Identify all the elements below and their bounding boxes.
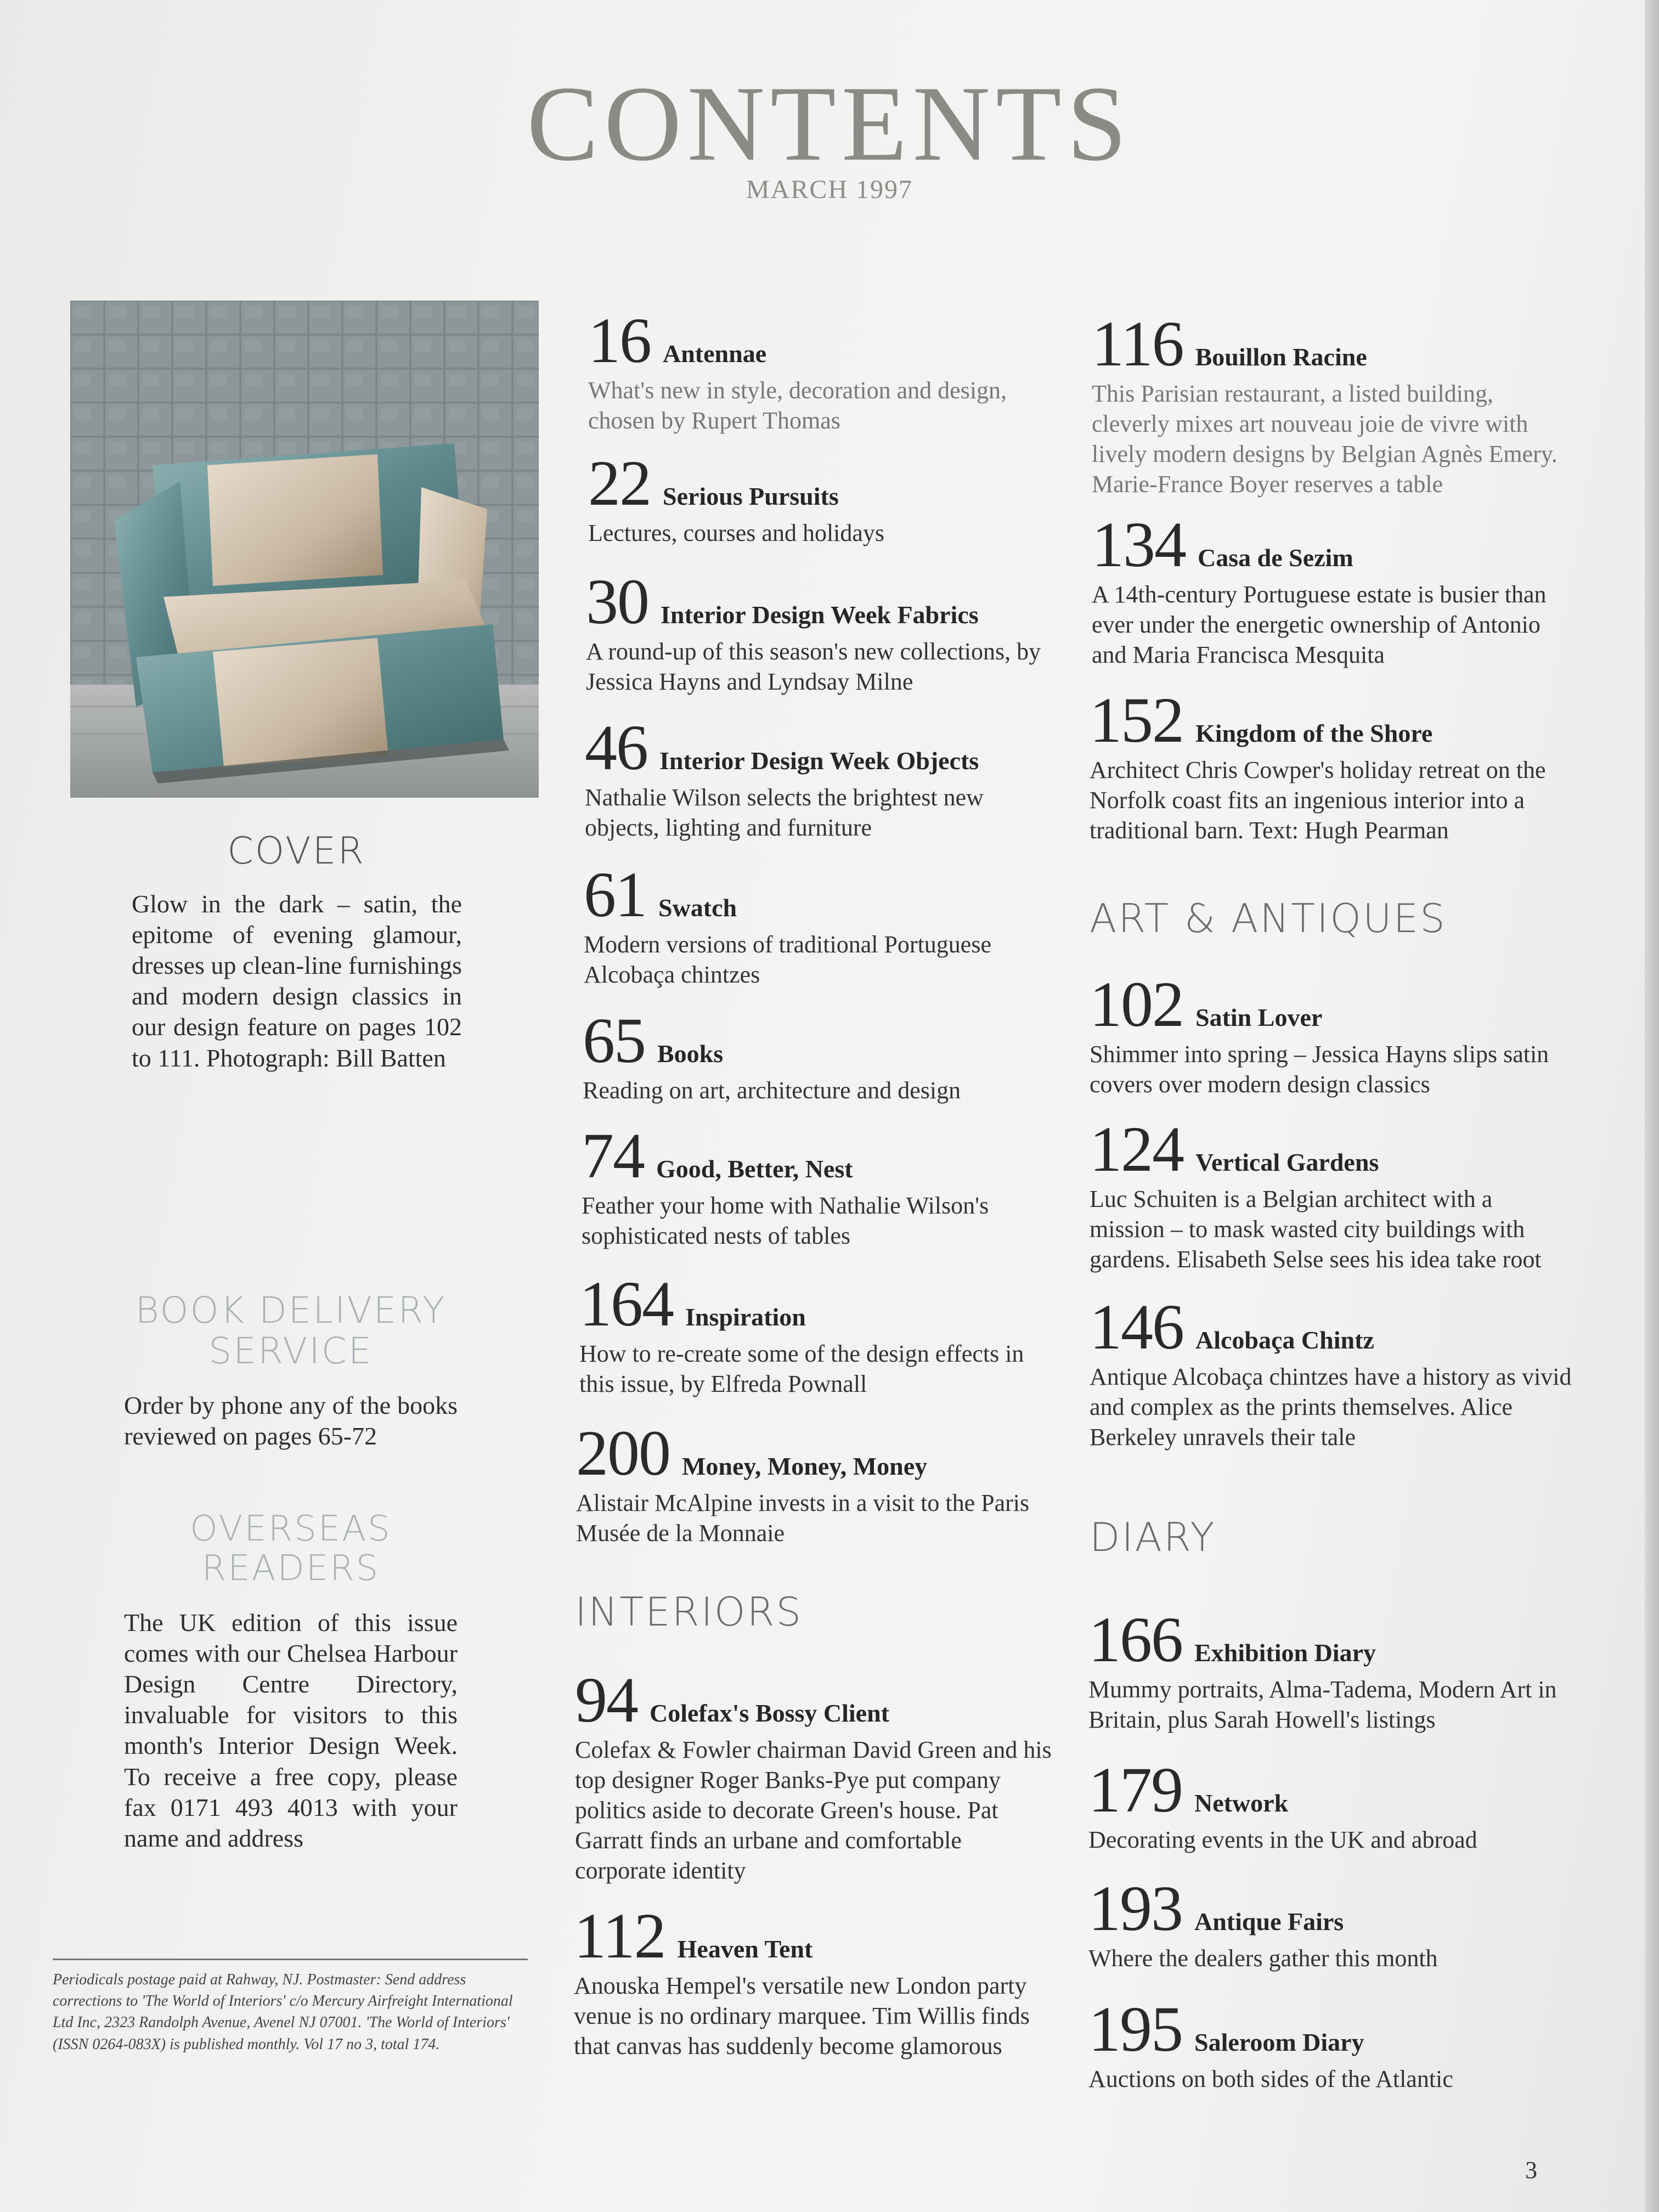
page-title: CONTENTS: [527, 64, 1132, 183]
overseas-heading: [126, 1510, 455, 1588]
entry-title: Interior Design Week Objects: [659, 747, 979, 775]
page-number-label: 200: [576, 1417, 670, 1489]
overseas-heading-line2: READERS: [201, 1548, 380, 1589]
contents-entry[interactable]: [584, 859, 1061, 990]
entry-title: Antennae: [663, 340, 767, 368]
contents-entry[interactable]: [1090, 684, 1572, 845]
entry-title: Swatch: [658, 894, 737, 922]
page-number-label: 179: [1088, 1754, 1182, 1826]
entry-description: Alistair McAlpine invests in a visit to the Paris Musée de la Monnaie: [576, 1489, 1030, 1547]
entry-description: Anouska Hempel's versatile new London party venue is no ordinary marquee. Tim Willis finds that canvas has suddenly become glamorous: [574, 1972, 1030, 2059]
entry-title: Inspiration: [685, 1303, 806, 1331]
page-number-label: 166: [1088, 1604, 1182, 1675]
entry-title: Exhibition Diary: [1194, 1639, 1376, 1667]
contents-entry[interactable]: [1090, 968, 1567, 1099]
entry-description: Modern versions of traditional Portuguese Alcobaça chintzes: [584, 931, 991, 988]
page-number-label: 193: [1088, 1872, 1182, 1944]
entry-title: Alcobaça Chintz: [1195, 1326, 1374, 1354]
page-number-label: 46: [585, 712, 647, 783]
entry-title: Heaven Tent: [677, 1935, 813, 1963]
page-number-label: 116: [1092, 308, 1183, 380]
contents-entry[interactable]: [1090, 1113, 1572, 1274]
page-number-label: 195: [1088, 1993, 1182, 2065]
entry-description: Antique Alcobaça chintzes have a history as vivid and complex as the prints themselves. Alice Berkeley unravels their tale: [1090, 1363, 1572, 1451]
contents-entry[interactable]: [582, 1120, 1059, 1251]
page-edge: [1645, 0, 1659, 2212]
issue-date: MARCH 1997: [746, 175, 913, 204]
entry-title: Antique Fairs: [1194, 1908, 1344, 1936]
page-number-label: 22: [588, 447, 651, 519]
page-number-label: 134: [1092, 509, 1186, 580]
page-number-label: 102: [1090, 968, 1183, 1040]
entry-title: Good, Better, Nest: [656, 1155, 853, 1183]
cover-photo: [70, 301, 539, 798]
entry-title: Casa de Sezim: [1198, 544, 1353, 572]
page-number-label: 94: [575, 1664, 637, 1736]
entry-description: Mummy portraits, Alma-Tadema, Modern Art in Britain, plus Sarah Howell's listings: [1088, 1676, 1557, 1733]
section-heading-interiors: INTERIORS: [575, 1589, 803, 1635]
entry-description: What's new in style, decoration and design, chosen by Rupert Thomas: [588, 377, 1007, 434]
book-delivery-heading: [121, 1290, 461, 1372]
contents-entry[interactable]: [575, 1664, 1058, 1886]
page-number-label: 61: [584, 859, 646, 930]
entry-description: Nathalie Wilson selects the brightest new objects, lighting and furniture: [585, 784, 984, 841]
page-number-label: 30: [586, 566, 648, 637]
page-number-label: 124: [1090, 1113, 1183, 1185]
contents-entry[interactable]: [588, 304, 1060, 436]
overseas-heading-line1: OVERSEAS: [190, 1509, 392, 1549]
entry-description: A 14th-century Portuguese estate is busier than ever under the energetic ownership of Antonio and Maria Francisca Mesquita: [1092, 581, 1547, 668]
cover-text: Glow in the dark – satin, the epitome of evening glamour, dresses up clean-line furnishings and modern design classics in our design feature on pages 102 to 111. Photograph: Bill Batten: [132, 890, 462, 1072]
book-delivery-heading-line1: BOOK DELIVERY: [135, 1289, 447, 1331]
cover-photo-illustration: [70, 301, 539, 798]
entry-description: Feather your home with Nathalie Wilson's sophisticated nests of tables: [582, 1192, 989, 1249]
entry-title: Money, Money, Money: [682, 1452, 928, 1480]
entry-title: Satin Lover: [1195, 1003, 1323, 1031]
entry-description: Colefax & Fowler chairman David Green and his top designer Roger Banks-Pye put company politics aside to decorate Green's house. Pat Garratt finds an urbane and comfortable corporate identity: [575, 1736, 1052, 1884]
contents-entry[interactable]: [1090, 1291, 1572, 1452]
entry-description: Lectures, courses and holidays: [588, 520, 885, 546]
entry-description: Decorating events in the UK and abroad: [1088, 1826, 1477, 1853]
section-heading-art-antiques: ART & ANTIQUES: [1090, 895, 1447, 941]
entry-title: Colefax's Bossy Client: [650, 1699, 889, 1727]
section-heading-diary: DIARY: [1090, 1514, 1216, 1560]
folio-page-number: 3: [1525, 2157, 1537, 2183]
page-number-label: 16: [588, 304, 651, 376]
entry-description: Architect Chris Cowper's holiday retreat on the Norfolk coast fits an ingenious interior into a traditional barn. Text: Hugh Pearman: [1090, 757, 1546, 844]
book-delivery-heading-line2: SERVICE: [208, 1329, 373, 1372]
cover-heading: COVER: [227, 830, 365, 873]
entry-title: Interior Design Week Fabrics: [661, 601, 979, 629]
contents-entry[interactable]: [574, 1900, 1057, 2061]
contents-entry[interactable]: [1088, 1604, 1571, 1735]
contents-entry[interactable]: [1088, 1754, 1571, 1855]
entry-title: Vertical Gardens: [1195, 1148, 1379, 1176]
contents-entry[interactable]: [585, 712, 1062, 843]
entry-title: Kingdom of the Shore: [1195, 719, 1433, 747]
contents-entry[interactable]: [1088, 1872, 1571, 1973]
page-number-label: 152: [1090, 684, 1183, 756]
entry-description: Shimmer into spring – Jessica Hayns slips satin covers over modern design classics: [1090, 1041, 1549, 1098]
entry-title: Network: [1194, 1789, 1289, 1817]
page-number-label: 146: [1090, 1291, 1183, 1363]
page-number-label: 112: [574, 1900, 665, 1972]
book-delivery-text: Order by phone any of the books reviewed on pages 65-72: [124, 1391, 458, 1451]
entry-description: How to re-create some of the design effects in this issue, by Elfreda Pownall: [579, 1340, 1024, 1397]
postal-notice: Periodicals postage paid at Rahway, NJ. Postmaster: Send address corrections to 'The World of Interiors' c/o Mercury Airfreight International Ltd Inc, 2323 Randolph Avenue, Avenel NJ 07001. 'The World of Interiors' (ISSN 0264-083X) is published monthly. Vol 17 no 3, total 174.: [53, 1959, 528, 2055]
contents-entry[interactable]: [1088, 1993, 1571, 2094]
overseas-text: The UK edition of this issue comes with our Chelsea Harbour Design Centre Directory, invaluable for visitors to this month's Interior Design Week. To receive a free copy, please fax 0171 493 4013 with your name and address: [124, 1609, 458, 1852]
contents-entry[interactable]: [1092, 308, 1569, 499]
entry-description: Luc Schuiten is a Belgian architect with a mission – to mask wasted city buildings with gardens. Elisabeth Selse sees his idea take root: [1090, 1186, 1542, 1273]
entry-description: A round-up of this season's new collections, by Jessica Hayns and Lyndsay Milne: [586, 638, 1041, 695]
entry-description: Auctions on both sides of the Atlantic: [1088, 2066, 1453, 2092]
contents-entry[interactable]: [586, 566, 1063, 697]
entry-description: Where the dealers gather this month: [1088, 1945, 1438, 1972]
entry-title: Books: [657, 1040, 724, 1068]
contents-entry[interactable]: [1092, 509, 1569, 670]
entry-title: Saleroom Diary: [1194, 2028, 1364, 2056]
entry-title: Bouillon Racine: [1195, 343, 1367, 371]
page-number-label: 65: [583, 1005, 645, 1076]
entry-title: Serious Pursuits: [663, 482, 839, 510]
page-number-label: 74: [582, 1120, 644, 1192]
entry-description: Reading on art, architecture and design: [583, 1077, 961, 1104]
contents-entry[interactable]: [588, 447, 1060, 548]
page-number-label: 164: [579, 1268, 673, 1340]
contents-entry[interactable]: [579, 1268, 1062, 1399]
entry-description: This Parisian restaurant, a listed building, cleverly mixes art nouveau joie de vivre with lively modern designs by Belgian Agnès Emery. Marie-France Boyer reserves a table: [1092, 380, 1558, 498]
contents-entry[interactable]: [583, 1005, 1060, 1105]
contents-entry[interactable]: [576, 1417, 1059, 1548]
